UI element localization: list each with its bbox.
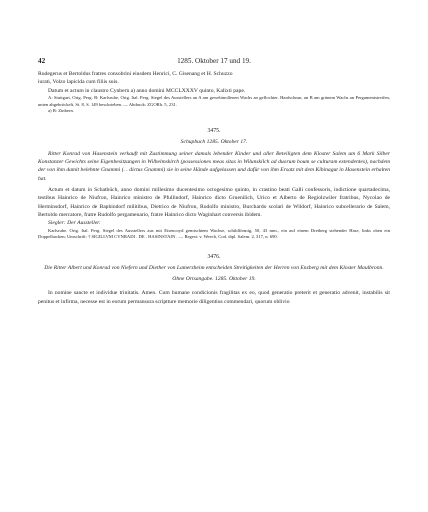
charter-text: Actum et datum in Schatbüch, anno domini millesimo ducentesimo octogesimo quinto, in crastino beati Galli confessoris, indictione quartadecima, testibus Hainrico de Niufron, Hainrico ministro de Pfullindorf, Hainrico dicto Gruenilich, Urico et Alberto de Regiolzwiler fratribus, Nycolao de Herminsdorf, Hainrico de Baphindorf militibus, Dietrico de Niufron, Rudolfo ministro, Burchardo scolari de Wildorf, Hainrico subcellerario de Salem, Bertoldo mercatore, fratre Rudolfo pergamenario, fratre Hainrico dicto Waginhart conversis ibidem. — [38, 186, 390, 219]
place-date-line: Ohne Ortsangabe. 1285. Oktober 19. — [172, 276, 256, 283]
document-3474-ending — [38, 70, 390, 115]
document-3475 — [38, 127, 390, 241]
footnote: a) B: Zinbern. — [48, 108, 74, 114]
sealer-line: Siegler: Der Aussteller. — [48, 220, 101, 227]
source-note: A: Stuttgart, Orig. Perg. B: Karlsruhe, Orig. Ital. Perg. Siegel des Ausstellers an A am gewebtnollenen Wachs an geflochter. Hanfschnur, an B am grünem Wachs an Pergamentstreifen, unten abgebröckelt, St. 8, S. 149 beschrieben. — Abdruck: ZGORh. 5, 231. — [38, 95, 390, 107]
document-number: 3475. — [207, 128, 221, 134]
page-number: 42 — [38, 57, 46, 65]
running-head — [38, 55, 390, 67]
running-title: 1285. Oktober 17 und 19. — [177, 57, 251, 65]
witness-list-line: Rudegerus et Bertoldus fratres consobrini eiusdem Henrici, C. Gisenang et H. Schuzzo — [38, 71, 233, 77]
dating-clause: Datum et actum in claustro Cynbern a) anno domini MCCLXXXV quinto, Kalixti pape. — [48, 87, 246, 94]
source-note: Karlsruhe. Orig. Ital. Perg. Siegel des Ausstellers aus mit Eisencoyd gemischtem Wachse, schildförmig, 50, 43 mm., ein auf einem Dreiberg stehender Hase, links oben ein Doppelhacken; Umschrift: † SIGILLVM CVNRADI . DE . HASINSTAIN . — Regest: v. Weech, Cod. dipl. Salem. 2, 317, n. 690. — [38, 227, 390, 240]
regest: Ritter Konrad von Hasenstein verkauft mit Zustimmung seiner damals lebender Kinder und aller Beteiligten dem Kloster Salem um 6 Mark Silber Konstanzer Gewichts seine Eigenbesitzungen in Wilhelmskirch (possessiones meas sitas in Wilunskilch ad duorum boum se culturam extendentes), nachdem der von ihm damit belehnte Gnammi (. . dictus Gnammi) sie in seine Hände aufgelassen und dafür von ihm Ersatz mit dem Kibinagut in Hasenstein erhalten hat. — [38, 151, 390, 182]
charter-text: In nomine sancte et individue trinitatis. Amen. Cum humane condicionis fragilitas ex eo, quod generatio preterit et generatio advenit, instabilis sit penitus et infirma, necesse est in eorum permansura scriptture memorie diligentius commendari, quorum oblivio — [38, 290, 390, 305]
document-number: 3476. — [207, 254, 221, 261]
place-date-line: Schupbuch 1285. Oktober 17. — [180, 139, 248, 145]
witness-list-line: iurati, Volzo lapicida cum filiis suis. — [38, 79, 119, 86]
regest: Die Ritter Albert und Konrad von Niefern und Diether von Lamerzheim entscheiden Streitigkeiten der Herren von Enzberg mit dem Kloster Maulbronn. — [44, 265, 384, 272]
document-3476 — [38, 253, 390, 306]
